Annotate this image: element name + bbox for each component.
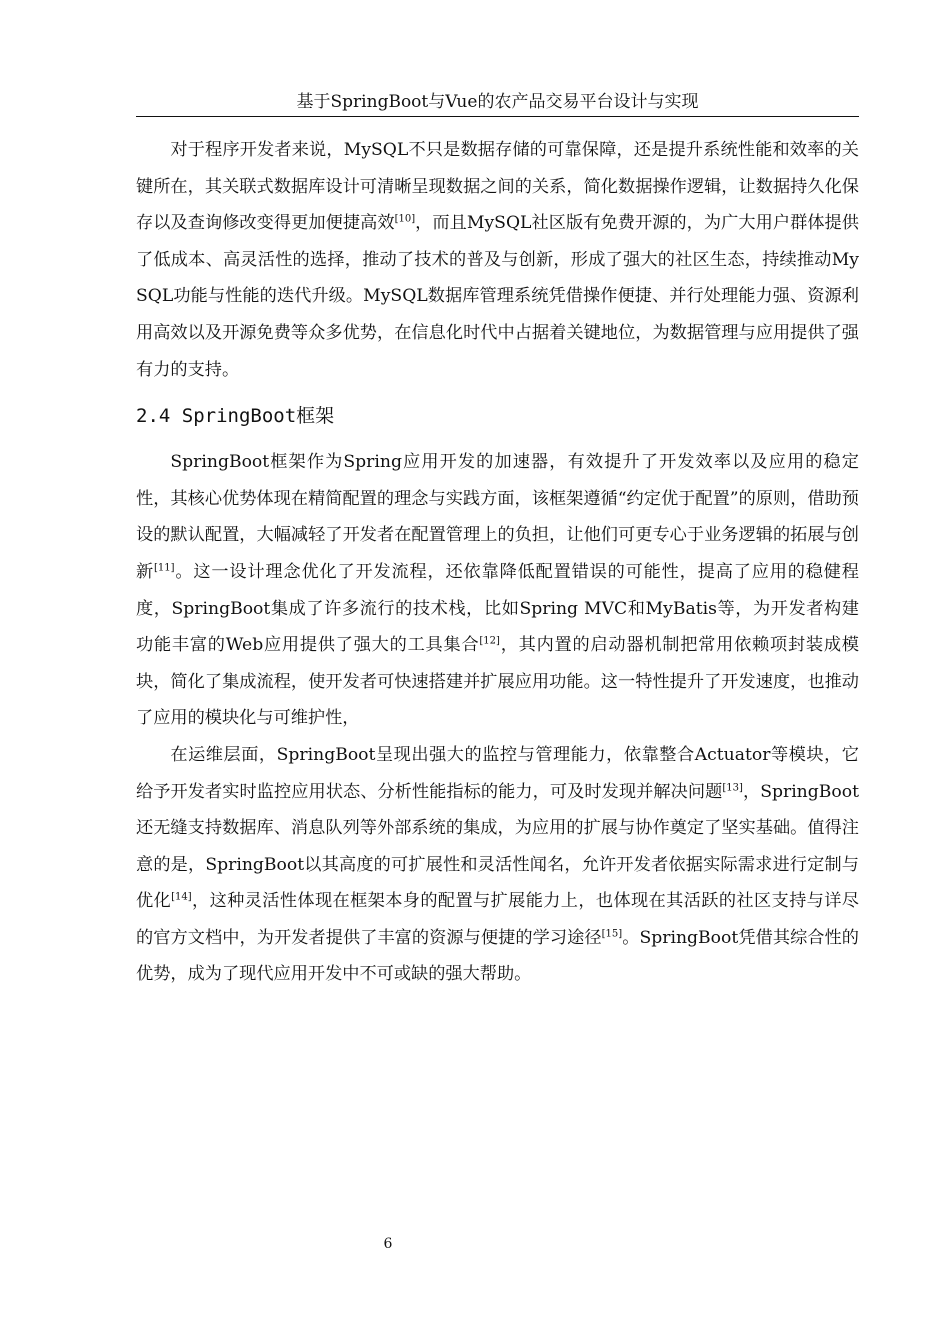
text-run: 。SpringBoot凭借其综合性的优势，成为了现代应用开发中不可或缺的强大帮助。 bbox=[136, 927, 859, 985]
citation-ref: [10] bbox=[394, 213, 416, 225]
text-run: 对于程序开发者来说，MySQL不只是数据存储的可靠保障，还是提升系统性能和效率的关键所在，其关联式数据库设计可清晰呈现数据之间的关系，简化数据操作逻辑，让数据持久化保存以及查询修改变得更加便捷高效 bbox=[136, 140, 859, 234]
citation-ref: [15] bbox=[601, 928, 623, 940]
citation-ref: [12] bbox=[479, 635, 500, 647]
citation-ref: [13] bbox=[722, 781, 743, 793]
text-run: 在运维层面，SpringBoot呈现出强大的监控与管理能力，依靠整合Actuator等模块，它给予开发者实时监控应用状态、分析性能指标的能力，可及时发现并解决问题 bbox=[136, 744, 859, 802]
paragraph-mysql bbox=[136, 132, 859, 388]
section-heading: 2.4 SpringBoot框架 bbox=[136, 405, 335, 428]
page-body bbox=[136, 132, 859, 993]
text-run: ，SpringBoot还无缝支持数据库、消息队列等外部系统的集成，为应用的扩展与协作奠定了坚实基础。值得注意的是，SpringBoot以其高度的可扩展性和灵活性闻名，允许开发者依据实际需求进行定制与优化 bbox=[136, 781, 859, 912]
paragraph-springboot-ops bbox=[136, 737, 859, 993]
running-header: 基于SpringBoot与Vue的农产品交易平台设计与实现 bbox=[136, 90, 859, 117]
citation-ref: [11] bbox=[154, 562, 175, 574]
citation-ref: [14] bbox=[171, 891, 192, 903]
text-run: 。这一设计理念优化了开发流程，还依靠降低配置错误的可能性，提高了应用的稳健程度，SpringBoot集成了许多流行的技术栈，比如Spring MVC和MyBatis等，为开发者构建功能丰富的Web应用提供了强大的工具集合 bbox=[136, 561, 859, 656]
text-run: ，而且MySQL社区版有免费开源的，为广大用户群体提供了低成本、高灵活性的选择，推动了技术的普及与创新，形成了强大的社区生态，持续推动MySQL功能与性能的迭代升级。MySQL数据库管理系统凭借操作便捷、并行处理能力强、资源利用高效以及开源免费等众多优势，在信息化时代中占据着关键地位，为数据管理与应用提供了强有力的支持。 bbox=[136, 213, 859, 380]
paragraph-springboot-intro bbox=[136, 444, 859, 737]
text-run: ，其内置的启动器机制把常用依赖项封装成模块，简化了集成流程，使开发者可快速搭建并扩展应用功能。这一特性提升了开发速度，也推动了应用的模块化与可维护性， bbox=[136, 635, 859, 729]
text-run: ，这种灵活性体现在框架本身的配置与扩展能力上，也体现在其活跃的社区支持与详尽的官方文档中，为开发者提供了丰富的资源与便捷的学习途径 bbox=[136, 891, 859, 948]
text-run: SpringBoot框架作为Spring应用开发的加速器，有效提升了开发效率以及应用的稳定性，其核心优势体现在精简配置的理念与实践方面，该框架遵循“约定优于配置”的原则，借助预设的默认配置，大幅减轻了开发者在配置管理上的负担，让他们可更专心于业务逻辑的拓展与创新 bbox=[136, 452, 859, 582]
page-number: 6 bbox=[383, 1236, 393, 1252]
